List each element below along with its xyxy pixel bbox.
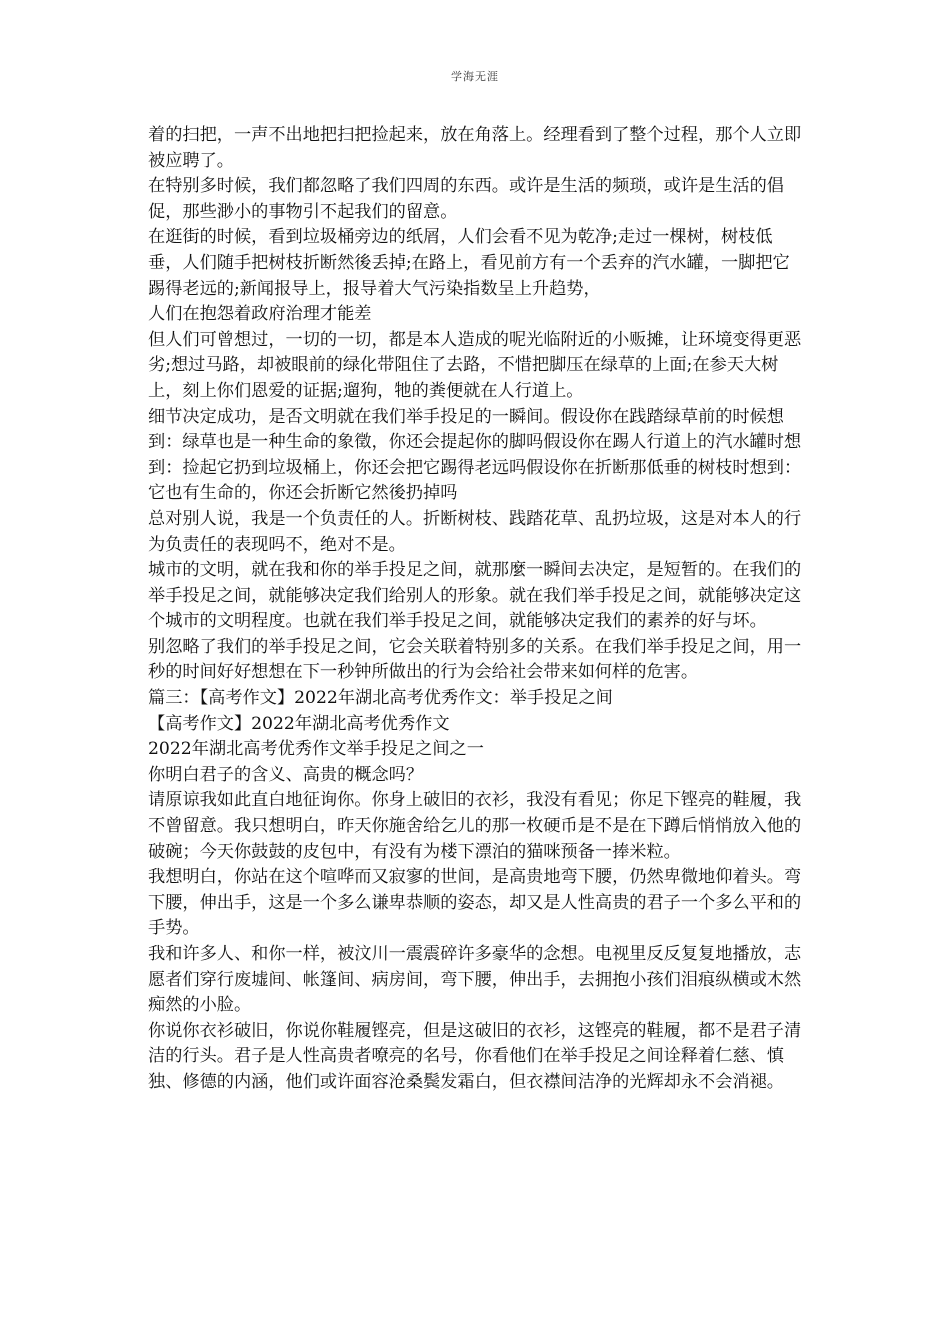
paragraph: 我和许多人、和你一样，被汶川一震震碎许多豪华的念想。电视里反反复复地播放，志愿者们穿行废墟间、帐篷间、病房间，弯下腰，伸出手，去拥抱小孩们泪痕纵横或木然痴然的小脸。	[148, 944, 802, 1016]
section-heading: 2022年湖北高考优秀作文举手投足之间之一	[148, 739, 484, 760]
section-heading: 【高考作文】2022年湖北高考优秀作文	[148, 713, 450, 734]
paragraph: 你明白君子的含义、高贵的概念吗？	[148, 764, 424, 785]
paragraph: 别忽略了我们的举手投足之间，它会关联着特别多的关系。在我们举手投足之间，用一秒的时间好好想想在下一秒钟所做出的行为会给社会带来如何样的危害。	[148, 636, 802, 683]
paragraph: 请原谅我如此直白地征询你。你身上破旧的衣衫，我没有看见；你足下铿亮的鞋履，我不曾留意。我只想明白，昨天你施舍给乞儿的那一枚硬币是不是在下蹲后悄悄放入他的破碗；今天你鼓鼓的皮包中，有没有为楼下漂泊的猫咪预备一捧米粒。	[148, 790, 802, 862]
paragraph: 着的扫把，一声不出地把扫把捡起来，放在角落上。经理看到了整个过程，那个人立即被应聘了。	[148, 125, 802, 171]
paragraph: 人们在抱怨着政府治理才能差	[148, 304, 372, 325]
page-header: 学海无涯	[451, 70, 499, 83]
paragraph: 细节决定成功，是否文明就在我们举手投足的一瞬间。假设你在践踏绿草前的时候想到：绿草也是一种生命的象徵，你还会提起你的脚吗假设你在踢人行道上的汽水罐时想到：捡起它扔到垃圾桶上，你还会把它踢得老远吗假设你在折断那低垂的树枝时想到：它也有生命的，你还会折断它然後扔掉吗	[148, 406, 802, 504]
paragraph: 总对别人说，我是一个负责任的人。折断树枝、践踏花草、乱扔垃圾，这是对本人的行为负责任的表现吗不，绝对不是。	[148, 508, 802, 555]
paragraph: 你说你衣衫破旧，你说你鞋履铿亮，但是这破旧的衣衫，这铿亮的鞋履，都不是君子清洁的行头。君子是人性高贵者嘹亮的名号，你看他们在举手投足之间诠释着仁慈、慎独、修德的内涵，他们或许面容沧桑鬓发霜白，但衣襟间洁净的光辉却永不会消褪。	[148, 1020, 802, 1092]
paragraph: 我想明白，你站在这个喧哗而又寂寥的世间，是高贵地弯下腰，仍然卑微地仰着头。弯下腰，伸出手，这是一个多么谦卑恭顺的姿态，却又是人性高贵的君子一个多么平和的手势。	[148, 867, 802, 939]
paragraph: 城市的文明，就在我和你的举手投足之间，就那麼一瞬间去决定，是短暂的。在我们的举手投足之间，就能够决定我们给别人的形象。就在我们举手投足之间，就能够决定这个城市的文明程度。也就在我们举手投足之间，就能够决定我们的素养的好与坏。	[148, 560, 802, 632]
paragraph: 在特别多时候，我们都忽略了我们四周的东西。或许是生活的频琐，或许是生活的倡促，那些渺小的事物引不起我们的留意。	[148, 176, 784, 222]
paragraph: 但人们可曾想过，一切的一切，都是本人造成的呢光临附近的小贩摊，让环境变得更恶劣;想过马路，却被眼前的绿化带阻住了去路，不惜把脚压在绿草的上面;在参天大树上，刻上你们恩爱的证据;遛狗，牠的粪便就在人行道上。	[148, 329, 802, 401]
document-body	[148, 123, 804, 1096]
section-heading: 篇三：【高考作文】2022年湖北高考优秀作文：举手投足之间	[148, 688, 613, 709]
paragraph: 在逛街的时候，看到垃圾桶旁边的纸屑，人们会看不见为乾净;走过一棵树，树枝低垂，人们随手把树枝折断然後丢掉;在路上，看见前方有一个丢弃的汽水罐，一脚把它踢得老远的;新闻报导上，报导着大气污染指数呈上升趋势，	[148, 227, 790, 299]
